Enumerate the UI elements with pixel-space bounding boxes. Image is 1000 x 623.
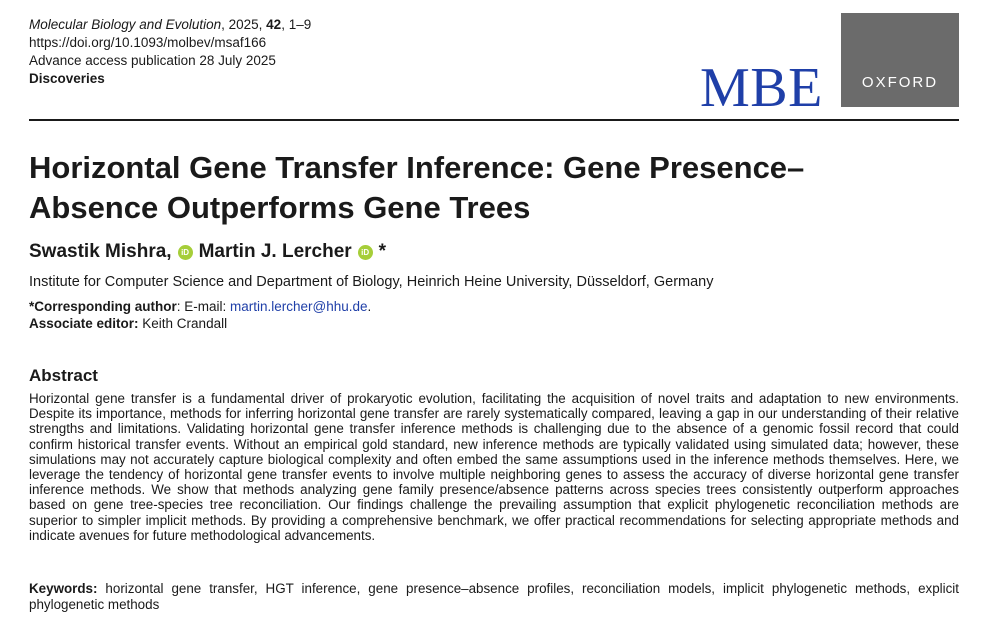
keywords [29,581,959,612]
orcid-icon[interactable]: iD [358,245,373,260]
corr-email-prefix: : E-mail: [176,299,231,314]
editor-name: Keith Crandall [138,316,228,331]
citation-volume: 42 [266,17,282,32]
email-link[interactable]: martin.lercher@hhu.de [230,299,368,314]
correspondence [29,298,371,332]
abstract-text: Horizontal gene transfer is a fundamental driver of prokaryotic evolution, facilitating the acquisition of novel traits and adaptation to new environments. Despite its importance, methods for inferring horizontal gene transfer are rarely systematically compared, leaving a gap in our understanding of their relative strengths and limitations. Validating horizontal gene transfer inference methods is challenging due to the absence of a genomic fossil record that could confirm historical transfer events. Without an empirical gold standard, new inference methods are typically validated using simulated data; however, these simulations may not accurately capture biological complexity and often embed the same assumptions used in the inference methods themselves. Here, we leverage the tendency of horizontal gene transfer events to involve multiple neighboring genes to assess the accuracy of diverse horizontal gene transfer inference methods. We show that methods analyzing gene family presence/absence patterns across species trees consistently outperform approaches based on gene tree-species tree reconciliation. Our findings challenge the prevailing assumption that explicit phylogenetic reconciliation methods are superior to simpler implicit methods. By providing a comprehensive benchmark, we offer practical recommendations for selecting appropriate methods and indicate avenues for future methodological advancements. [29,391,959,543]
corr-label: *Corresponding author [29,299,177,314]
citation-pages: , 1–9 [281,17,312,32]
keywords-list: horizontal gene transfer, HGT inference, gene presence–absence profiles, reconciliation models, implicit phylogenetic methods, explicit phylogenetic methods [29,581,959,612]
doi-link[interactable]: https://doi.org/10.1093/molbev/msaf166 [29,35,267,50]
journal-name: Molecular Biology and Evolution [29,17,222,32]
orcid-icon[interactable]: iD [178,245,193,260]
article-section: Discoveries [29,71,105,86]
corr-end: . [367,299,372,314]
mbe-logo: MBE [700,57,823,119]
article-title: Horizontal Gene Transfer Inference: Gene Presence–Absence Outperforms Gene Trees [29,150,805,225]
keywords-label: Keywords: [29,581,98,596]
citation-line [29,16,311,34]
author-list [29,241,386,263]
abstract-heading: Abstract [29,366,98,385]
corresponding-mark: * [378,241,387,262]
oxford-logo: OXFORD [841,13,959,107]
affiliation: Institute for Computer Science and Department of Biology, Heinrich Heine University, Düsseldorf, Germany [29,274,714,290]
citation-year: , 2025, [221,17,267,32]
author-name: Martin J. Lercher [198,241,352,262]
advance-access: Advance access publication 28 July 2025 [29,53,276,68]
author-name: Swastik Mishra, [29,241,172,262]
header-divider [29,119,959,121]
editor-label: Associate editor: [29,316,139,331]
article-meta [29,16,311,88]
